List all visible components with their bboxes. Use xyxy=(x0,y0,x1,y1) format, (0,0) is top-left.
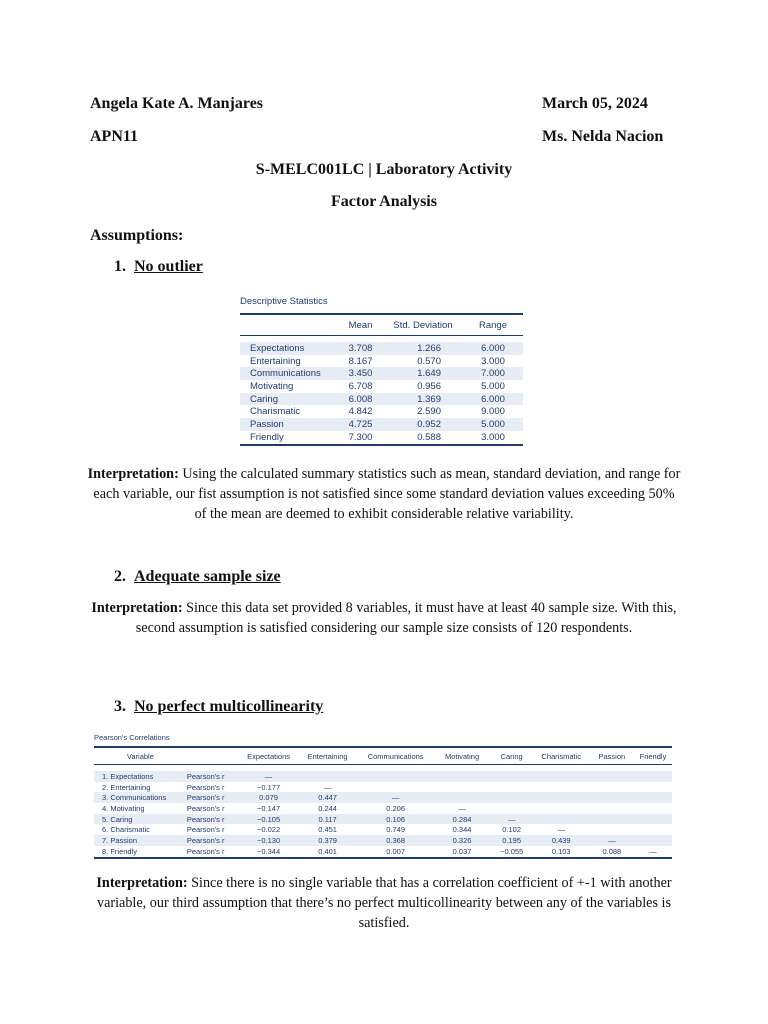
corr-cell xyxy=(634,803,672,814)
correlations-title: Pearson's Correlations xyxy=(94,733,170,742)
corr-cell: −0.344 xyxy=(240,846,298,858)
cell-sd: 1.369 xyxy=(383,393,463,406)
cell-sd: 0.956 xyxy=(417,380,441,392)
corr-cell: 0.439 xyxy=(533,835,590,846)
table-row xyxy=(240,380,523,393)
section-code: APN11 xyxy=(90,128,138,145)
corr-cell: — xyxy=(491,814,533,825)
corr-cell xyxy=(491,803,533,814)
corr-cell: −0.177 xyxy=(256,782,281,792)
table-row xyxy=(240,355,523,368)
table-row xyxy=(94,792,672,803)
corr-cell: 0.379 xyxy=(298,835,358,846)
interpretation-3 xyxy=(86,873,682,933)
row-label: 2. Entertaining xyxy=(102,782,151,792)
table-row xyxy=(240,405,523,418)
row-stat: Pearson's r xyxy=(187,846,240,858)
column-header: Variable xyxy=(94,747,187,765)
corr-cell: −0.055 xyxy=(491,846,533,858)
corr-cell: 0.749 xyxy=(386,825,406,835)
table-row xyxy=(240,418,523,431)
student-name: Angela Kate A. Manjares xyxy=(90,95,264,112)
row-label: 8. Friendly xyxy=(94,846,187,858)
corr-cell: 0.102 xyxy=(502,825,522,835)
corr-cell xyxy=(634,792,672,803)
row-stat: Pearson's r xyxy=(186,803,225,813)
assumption-title: No outlier xyxy=(134,258,203,275)
column-header xyxy=(240,314,338,336)
column-header: Motivating xyxy=(434,747,491,765)
column-header xyxy=(187,747,240,765)
corr-cell xyxy=(590,771,634,782)
corr-cell: 0.206 xyxy=(386,803,406,813)
corr-cell: −0.105 xyxy=(240,814,298,825)
corr-cell: — xyxy=(323,782,332,792)
row-stat: Pearson's r xyxy=(186,825,225,835)
corr-cell xyxy=(590,782,634,793)
interpretation-text: Using the calculated summary statistics such as mean, standard deviation, and range for each variable, our fist assumption is not satisfied since some standard deviation values exceeding 50% of the mean are deemed to exhibit considerable relative variability. xyxy=(93,466,681,522)
corr-cell: 0.103 xyxy=(533,846,590,858)
row-stat: Pearson's r xyxy=(187,814,240,825)
cell-range: 6.000 xyxy=(463,342,523,355)
column-header: Mean xyxy=(338,314,383,336)
corr-cell: 0.088 xyxy=(590,846,634,858)
corr-cell: 0.447 xyxy=(298,792,358,803)
corr-cell: — xyxy=(240,771,298,782)
course-title: S-MELC001LC | Laboratory Activity xyxy=(255,161,513,178)
cell-mean: 4.842 xyxy=(348,406,373,418)
column-header: Std. Deviation xyxy=(383,314,463,336)
cell-mean: 3.450 xyxy=(338,367,383,380)
column-header: Passion xyxy=(590,747,634,765)
corr-cell xyxy=(634,814,672,825)
corr-cell xyxy=(434,771,491,782)
table-row xyxy=(240,367,523,380)
cell-mean: 4.725 xyxy=(338,418,383,431)
row-label: 1. Expectations xyxy=(94,771,187,782)
assumption-3-heading xyxy=(114,698,323,716)
row-label: Expectations xyxy=(240,342,338,355)
interpretation-2 xyxy=(86,598,682,638)
row-label: Caring xyxy=(240,393,338,406)
cell-sd: 1.266 xyxy=(383,342,463,355)
assumption-number: 3. xyxy=(114,698,126,715)
corr-cell: — xyxy=(634,846,672,858)
assumption-1-heading xyxy=(114,258,203,276)
row-label: Communications xyxy=(240,367,338,380)
column-header: Friendly xyxy=(634,747,672,765)
row-label: Passion xyxy=(240,418,338,431)
cell-mean: 6.708 xyxy=(348,380,373,392)
cell-sd: 0.570 xyxy=(417,355,441,367)
table-row xyxy=(94,803,672,814)
corr-cell: −0.130 xyxy=(240,835,298,846)
corr-cell: −0.147 xyxy=(256,803,281,813)
table-row xyxy=(94,835,672,846)
assumption-number: 1. xyxy=(114,258,126,275)
corr-cell: 0.368 xyxy=(358,835,434,846)
cell-range: 5.000 xyxy=(481,380,505,392)
corr-cell xyxy=(590,824,634,835)
row-label: 7. Passion xyxy=(94,835,187,846)
corr-cell xyxy=(590,814,634,825)
correlations-table xyxy=(94,746,672,859)
column-header: Range xyxy=(463,314,523,336)
activity-topic: Factor Analysis xyxy=(331,193,437,210)
row-label: 4. Motivating xyxy=(102,803,145,813)
corr-cell xyxy=(533,814,590,825)
cell-range: 3.000 xyxy=(481,355,505,367)
corr-cell: 0.117 xyxy=(298,814,358,825)
cell-sd: 0.952 xyxy=(383,418,463,431)
assumption-title: Adequate sample size xyxy=(134,568,281,585)
table-row xyxy=(94,814,672,825)
row-stat: Pearson's r xyxy=(186,782,225,792)
interpretation-text: Since this data set provided 8 variables, it must have at least 40 sample size. With this, second assumption is satisfied considering our sample size consists of 120 respondents. xyxy=(135,600,677,636)
corr-cell xyxy=(533,803,590,814)
instructor-name: Ms. Nelda Nacion xyxy=(542,128,664,145)
corr-cell xyxy=(634,771,672,782)
corr-cell xyxy=(590,803,634,814)
row-label: 5. Caring xyxy=(94,814,187,825)
interpretation-label: Interpretation: xyxy=(91,600,183,616)
row-label: 3. Communications xyxy=(94,792,187,803)
corr-cell xyxy=(634,782,672,793)
assumption-2-heading xyxy=(114,568,281,586)
row-label: Friendly xyxy=(240,431,338,445)
corr-cell: 0.401 xyxy=(298,846,358,858)
corr-cell xyxy=(358,782,434,793)
column-header: Communications xyxy=(358,747,434,765)
interpretation-1 xyxy=(86,464,682,524)
cell-mean: 8.167 xyxy=(348,355,373,367)
corr-cell xyxy=(634,824,672,835)
corr-cell: — xyxy=(358,792,434,803)
assumption-number: 2. xyxy=(114,568,126,585)
column-header: Caring xyxy=(491,747,533,765)
corr-cell: — xyxy=(557,825,565,835)
corr-cell xyxy=(491,782,533,793)
cell-mean: 7.300 xyxy=(338,431,383,445)
cell-mean: 3.708 xyxy=(338,342,383,355)
table-row xyxy=(94,824,672,835)
corr-cell xyxy=(358,771,434,782)
interpretation-label: Interpretation: xyxy=(87,466,179,482)
table-header-row xyxy=(94,747,672,765)
row-stat: Pearson's r xyxy=(187,835,240,846)
corr-cell: 0.244 xyxy=(318,803,337,813)
descriptive-stats-table xyxy=(240,313,523,446)
corr-cell: 0.195 xyxy=(491,835,533,846)
row-label: Entertaining xyxy=(250,355,301,367)
assumption-title: No perfect multicollinearity xyxy=(134,698,324,715)
corr-cell: 0.037 xyxy=(434,846,491,858)
descriptive-stats-title: Descriptive Statistics xyxy=(240,296,328,307)
table-row xyxy=(94,782,672,793)
corr-cell: 0.079 xyxy=(240,792,298,803)
corr-cell: −0.022 xyxy=(256,825,281,835)
table-row xyxy=(240,342,523,355)
corr-cell: 0.284 xyxy=(434,814,491,825)
submission-date: March 05, 2024 xyxy=(542,95,648,112)
table-row xyxy=(94,771,672,782)
table-row xyxy=(240,431,523,445)
corr-cell: — xyxy=(590,835,634,846)
interpretation-text: Since there is no single variable that has a correlation coefficient of +-1 with another variable, our third assumption that there’s no perfect multicollinearity between any of the variables is satisfied. xyxy=(96,875,672,931)
corr-cell xyxy=(634,835,672,846)
corr-cell: 0.451 xyxy=(318,825,337,835)
corr-cell: — xyxy=(458,803,466,813)
cell-sd: 0.588 xyxy=(383,431,463,445)
table-row xyxy=(240,393,523,406)
corr-cell xyxy=(491,771,533,782)
row-label: 6. Charismatic xyxy=(102,825,150,835)
cell-range: 6.000 xyxy=(463,393,523,406)
cell-mean: 6.008 xyxy=(338,393,383,406)
corr-cell xyxy=(298,771,358,782)
corr-cell xyxy=(533,782,590,793)
corr-cell: 0.007 xyxy=(358,846,434,858)
cell-sd: 1.649 xyxy=(383,367,463,380)
interpretation-label: Interpretation: xyxy=(96,875,188,891)
cell-range: 7.000 xyxy=(463,367,523,380)
corr-cell: 0.106 xyxy=(358,814,434,825)
row-stat: Pearson's r xyxy=(187,792,240,803)
corr-cell: 0.326 xyxy=(434,835,491,846)
cell-sd: 2.590 xyxy=(417,406,441,418)
corr-cell xyxy=(533,792,590,803)
cell-range: 5.000 xyxy=(463,418,523,431)
table-row xyxy=(94,846,672,858)
corr-cell xyxy=(491,792,533,803)
corr-cell xyxy=(590,792,634,803)
corr-cell: 0.344 xyxy=(452,825,472,835)
cell-range: 9.000 xyxy=(481,406,505,418)
row-label: Motivating xyxy=(250,380,294,392)
column-header: Entertaining xyxy=(298,747,358,765)
table-header-row xyxy=(240,314,523,336)
cell-range: 3.000 xyxy=(463,431,523,445)
column-header: Charismatic xyxy=(533,747,590,765)
corr-cell xyxy=(533,771,590,782)
column-header: Expectations xyxy=(240,747,298,765)
corr-cell xyxy=(434,782,491,793)
row-label: Charismatic xyxy=(250,406,301,418)
corr-cell xyxy=(434,792,491,803)
assumptions-heading: Assumptions: xyxy=(90,227,184,244)
row-stat: Pearson's r xyxy=(187,771,240,782)
